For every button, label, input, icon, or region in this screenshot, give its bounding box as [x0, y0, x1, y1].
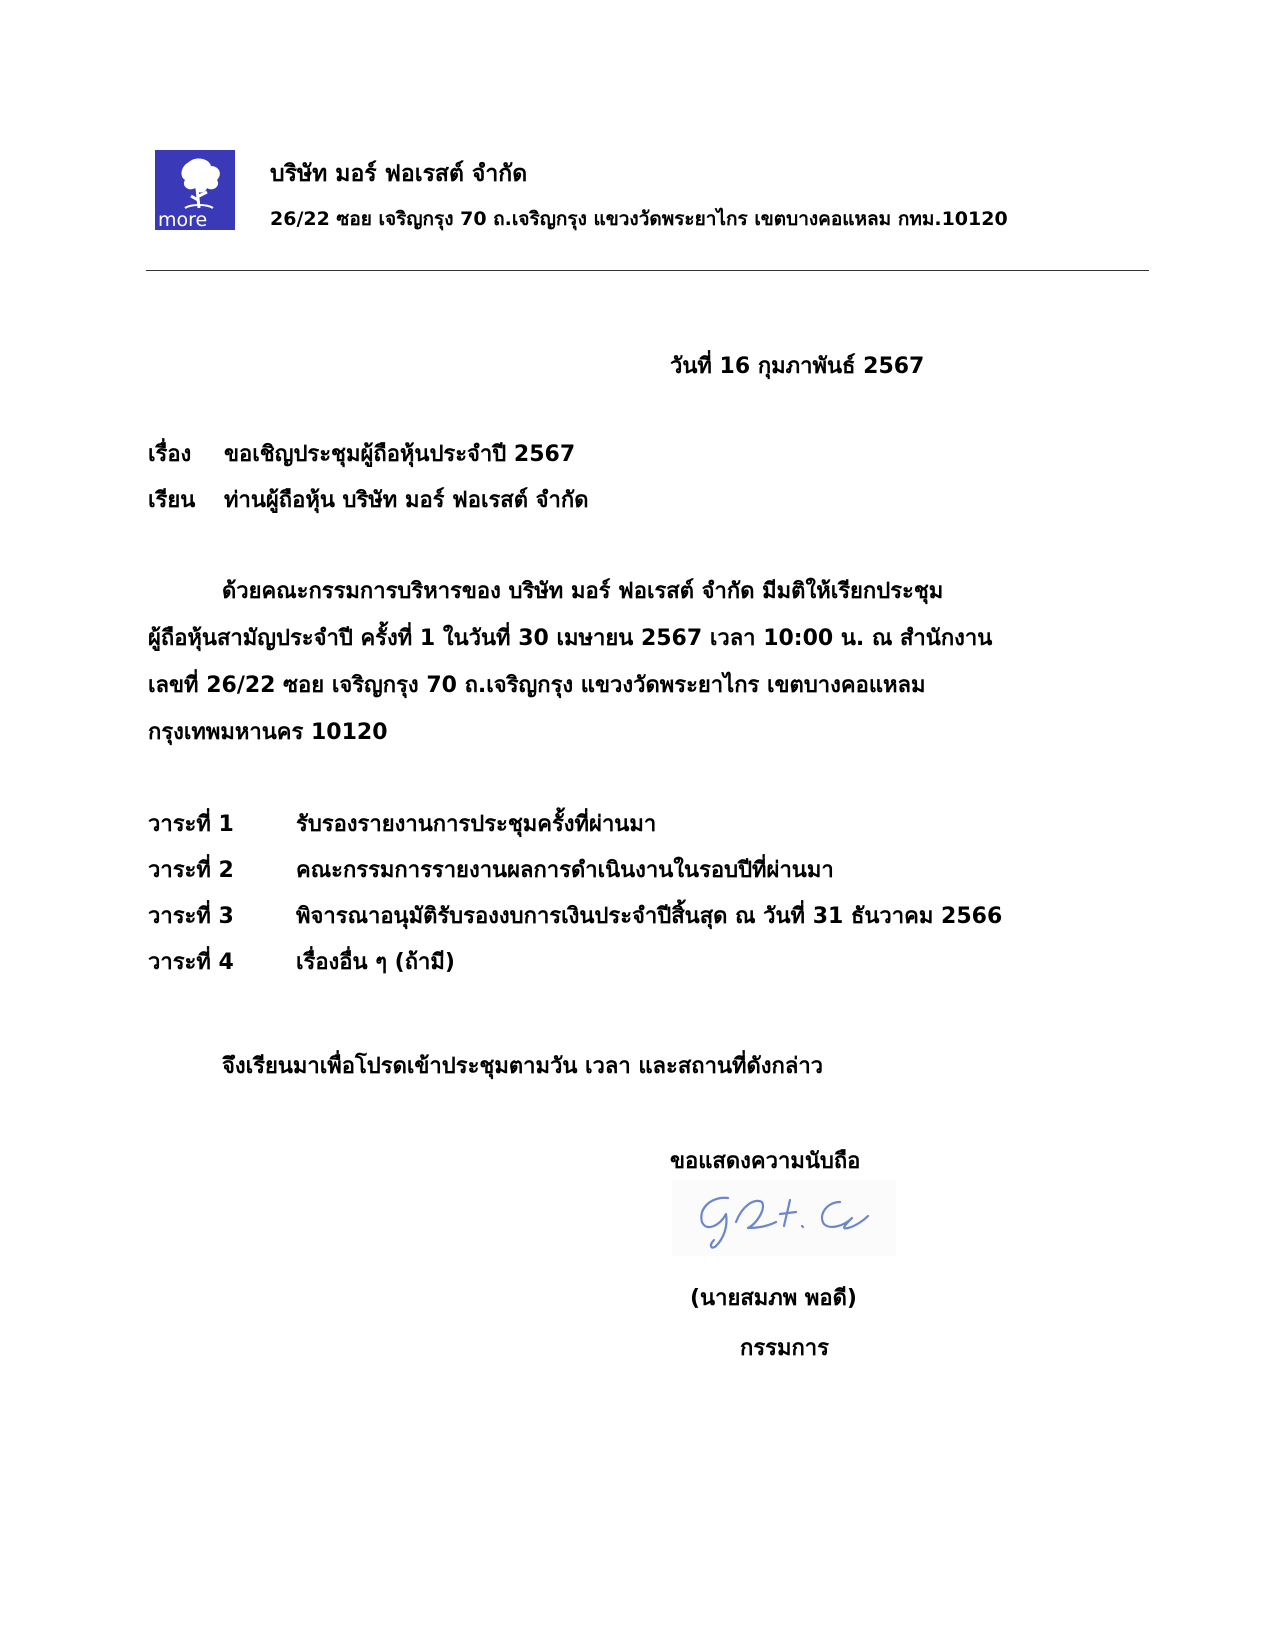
signer-name: (นายสมภพ พอดี) [690, 1286, 857, 1311]
subject-text: ขอเชิญประชุมผู้ถือหุ้นประจำปี 2567 [224, 442, 576, 467]
agenda-item [148, 806, 656, 841]
body-line: ผู้ถือหุ้นสามัญประจำปี ครั้งที่ 1 ในวันที่ 30 เมษายน 2567 เวลา 10:00 น. ณ สำนักงาน [148, 626, 993, 651]
company-logo [155, 150, 235, 230]
agenda-item [148, 898, 1002, 933]
signature-image [672, 1180, 896, 1256]
closing-sentence: จึงเรียนมาเพื่อโปรดเข้าประชุมตามวัน เวลา และสถานที่ดังกล่าว [222, 1054, 824, 1079]
recipient-label: เรียน [148, 488, 196, 513]
body-line: ด้วยคณะกรรมการบริหารของ บริษัท มอร์ ฟอเรสต์ จำกัด มีมติให้เรียกประชุม [222, 579, 944, 604]
company-name: บริษัท มอร์ ฟอเรสต์ จำกัด [270, 161, 528, 187]
subject-line [148, 436, 575, 471]
body-line: เลขที่ 26/22 ซอย เจริญกรุง 70 ถ.เจริญกรุง แขวงวัดพระยาไกร เขตบางคอแหลม [148, 673, 926, 698]
agenda-number: วาระที่ 3 [148, 904, 234, 929]
agenda-number: วาระที่ 2 [148, 858, 234, 883]
header-divider [146, 270, 1149, 271]
agenda-text: คณะกรรมการรายงานผลการดำเนินงานในรอบปีที่ผ่านมา [296, 858, 834, 883]
subject-label: เรื่อง [148, 442, 192, 467]
recipient-line [148, 482, 589, 517]
body-line: กรุงเทพมหานคร 10120 [148, 720, 388, 745]
regards-text: ขอแสดงความนับถือ [670, 1149, 861, 1174]
logo-text: more [158, 209, 208, 230]
recipient-text: ท่านผู้ถือหุ้น บริษัท มอร์ ฟอเรสต์ จำกัด [224, 488, 589, 513]
signer-title: กรรมการ [740, 1336, 829, 1361]
tree-logo-icon [155, 150, 235, 230]
agenda-item [148, 944, 455, 979]
agenda-number: วาระที่ 1 [148, 812, 234, 837]
company-address: 26/22 ซอย เจริญกรุง 70 ถ.เจริญกรุง แขวงวัดพระยาไกร เขตบางคอแหลม กทม.10120 [270, 208, 1008, 230]
agenda-text: พิจารณาอนุมัติรับรองงบการเงินประจำปีสิ้นสุด ณ วันที่ 31 ธันวาคม 2566 [296, 904, 1003, 929]
agenda-number: วาระที่ 4 [148, 950, 234, 975]
agenda-item [148, 852, 834, 887]
agenda-text: เรื่องอื่น ๆ (ถ้ามี) [296, 950, 455, 975]
letter-date: วันที่ 16 กุมภาพันธ์ 2567 [670, 354, 925, 379]
handwritten-signature-icon [672, 1180, 896, 1256]
agenda-text: รับรองรายงานการประชุมครั้งที่ผ่านมา [296, 812, 657, 837]
